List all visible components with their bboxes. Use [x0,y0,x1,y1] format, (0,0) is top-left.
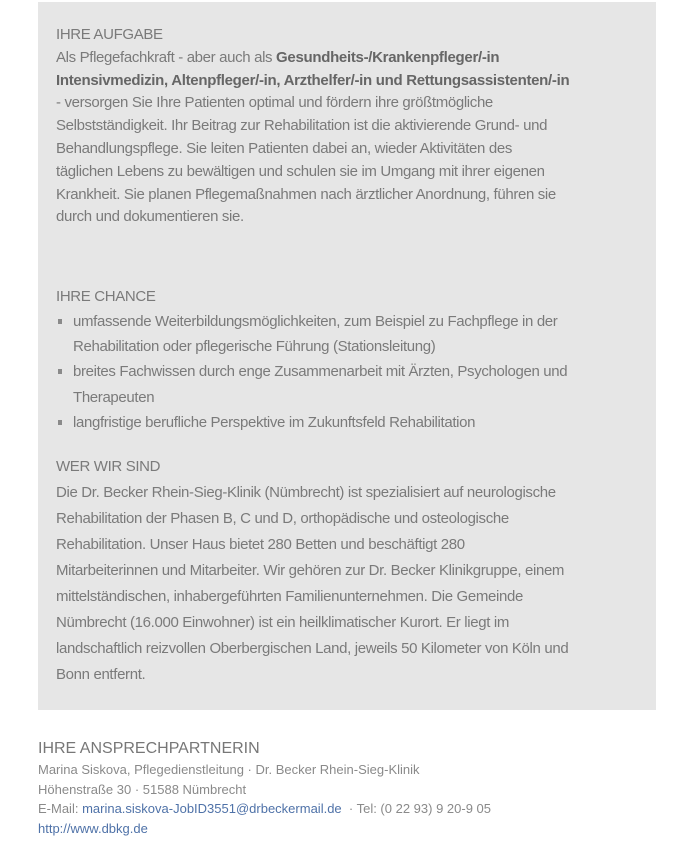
text-line: landschaftlich reizvollen Oberbergischen Land, jeweils 50 Kilometer von Köln und [56,640,569,657]
section-title: IHRE CHANCE [56,288,156,305]
text-line: Rehabilitation der Phasen B, C und D, orthopädische und osteologische [56,510,509,527]
section-wer-wir-sind [56,454,646,688]
bullet-icon [58,420,62,425]
text: Als Pflegefachkraft - aber auch als [56,48,277,66]
text-line: mittelständischen, inhabergeführten Familienunternehmen. Die Gemeinde [56,588,523,605]
text-line: breites Fachwissen durch enge Zusammenarbeit mit Ärzten, Psychologen und [73,363,568,381]
text-line: Nümbrecht (16.000 Einwohner) ist ein heilklimatischer Kurort. Er liegt im [56,614,509,631]
email-link[interactable]: marina.siskova-JobID3551@drbeckermail.de [82,801,342,816]
contact-section [38,738,491,838]
section-chance [56,285,646,435]
bullet-icon [58,369,62,374]
job-description-panel [38,2,656,710]
text-line: Rehabilitation. Unser Haus bietet 280 Betten und beschäftigt 280 [56,536,465,553]
list-item [56,359,646,409]
text-line: Therapeuten [73,388,155,406]
text-line: Die Dr. Becker Rhein-Sieg-Klinik (Nümbrecht) ist spezialisiert auf neurologische [56,484,556,501]
list-item [56,410,646,435]
contact-address: Höhenstraße 30 · 51588 Nümbrecht [38,781,247,797]
section-aufgabe [56,24,646,229]
text-line: - versorgen Sie Ihre Patienten optimal und fördern ihre größtmögliche [56,94,493,112]
contact-title: IHRE ANSPRECHPARTNERIN [38,740,260,757]
bold-text: Intensivmedizin, Altenpfleger/-in, Arzthelfer/-in und Rettungsassistenten/-in [56,71,570,89]
text-line: Behandlungspflege. Sie leiten Patienten dabei an, wieder Aktivitäten des [56,139,512,157]
section-title: IHRE AUFGABE [56,26,163,43]
bullet-icon [58,319,62,324]
email-label: E-Mail: [38,801,83,816]
text-line: Krankheit. Sie planen Pflegemaßnahmen nach ärztlicher Anordnung, führen sie [56,185,556,203]
section-title: WER WIR SIND [56,458,161,475]
text-line: durch und dokumentieren sie. [56,208,244,226]
bold-text: Gesundheits-/Krankenpfleger/-in [276,48,500,66]
text-line: Bonn entfernt. [56,666,146,683]
text-line: Selbstständigkeit. Ihr Beitrag zur Rehabilitation ist die aktivierende Grund- und [56,117,548,135]
contact-name: Marina Siskova, Pflegedienstleitung · Dr. Becker Rhein-Sieg-Klinik [38,762,420,777]
text-line: Rehabilitation oder pflegerische Führung (Stationsleitung) [73,338,436,356]
list-item [56,309,646,359]
text-line: täglichen Lebens zu bewältigen und schulen sie im Umgang mit ihrer eigenen [56,162,545,180]
text-line: langfristige berufliche Perspektive im Zukunftsfeld Rehabilitation [73,413,476,431]
text-line: umfassende Weiterbildungsmöglichkeiten, zum Beispiel zu Fachpflege in der [73,313,558,330]
phone-text: · Tel: (0 22 93) 9 20-9 05 [341,801,492,816]
text-line: Mitarbeiterinnen und Mitarbeiter. Wir gehören zur Dr. Becker Klinikgruppe, einem [56,562,565,579]
website-link[interactable]: http://www.dbkg.de [38,820,148,836]
chance-list [56,309,646,435]
